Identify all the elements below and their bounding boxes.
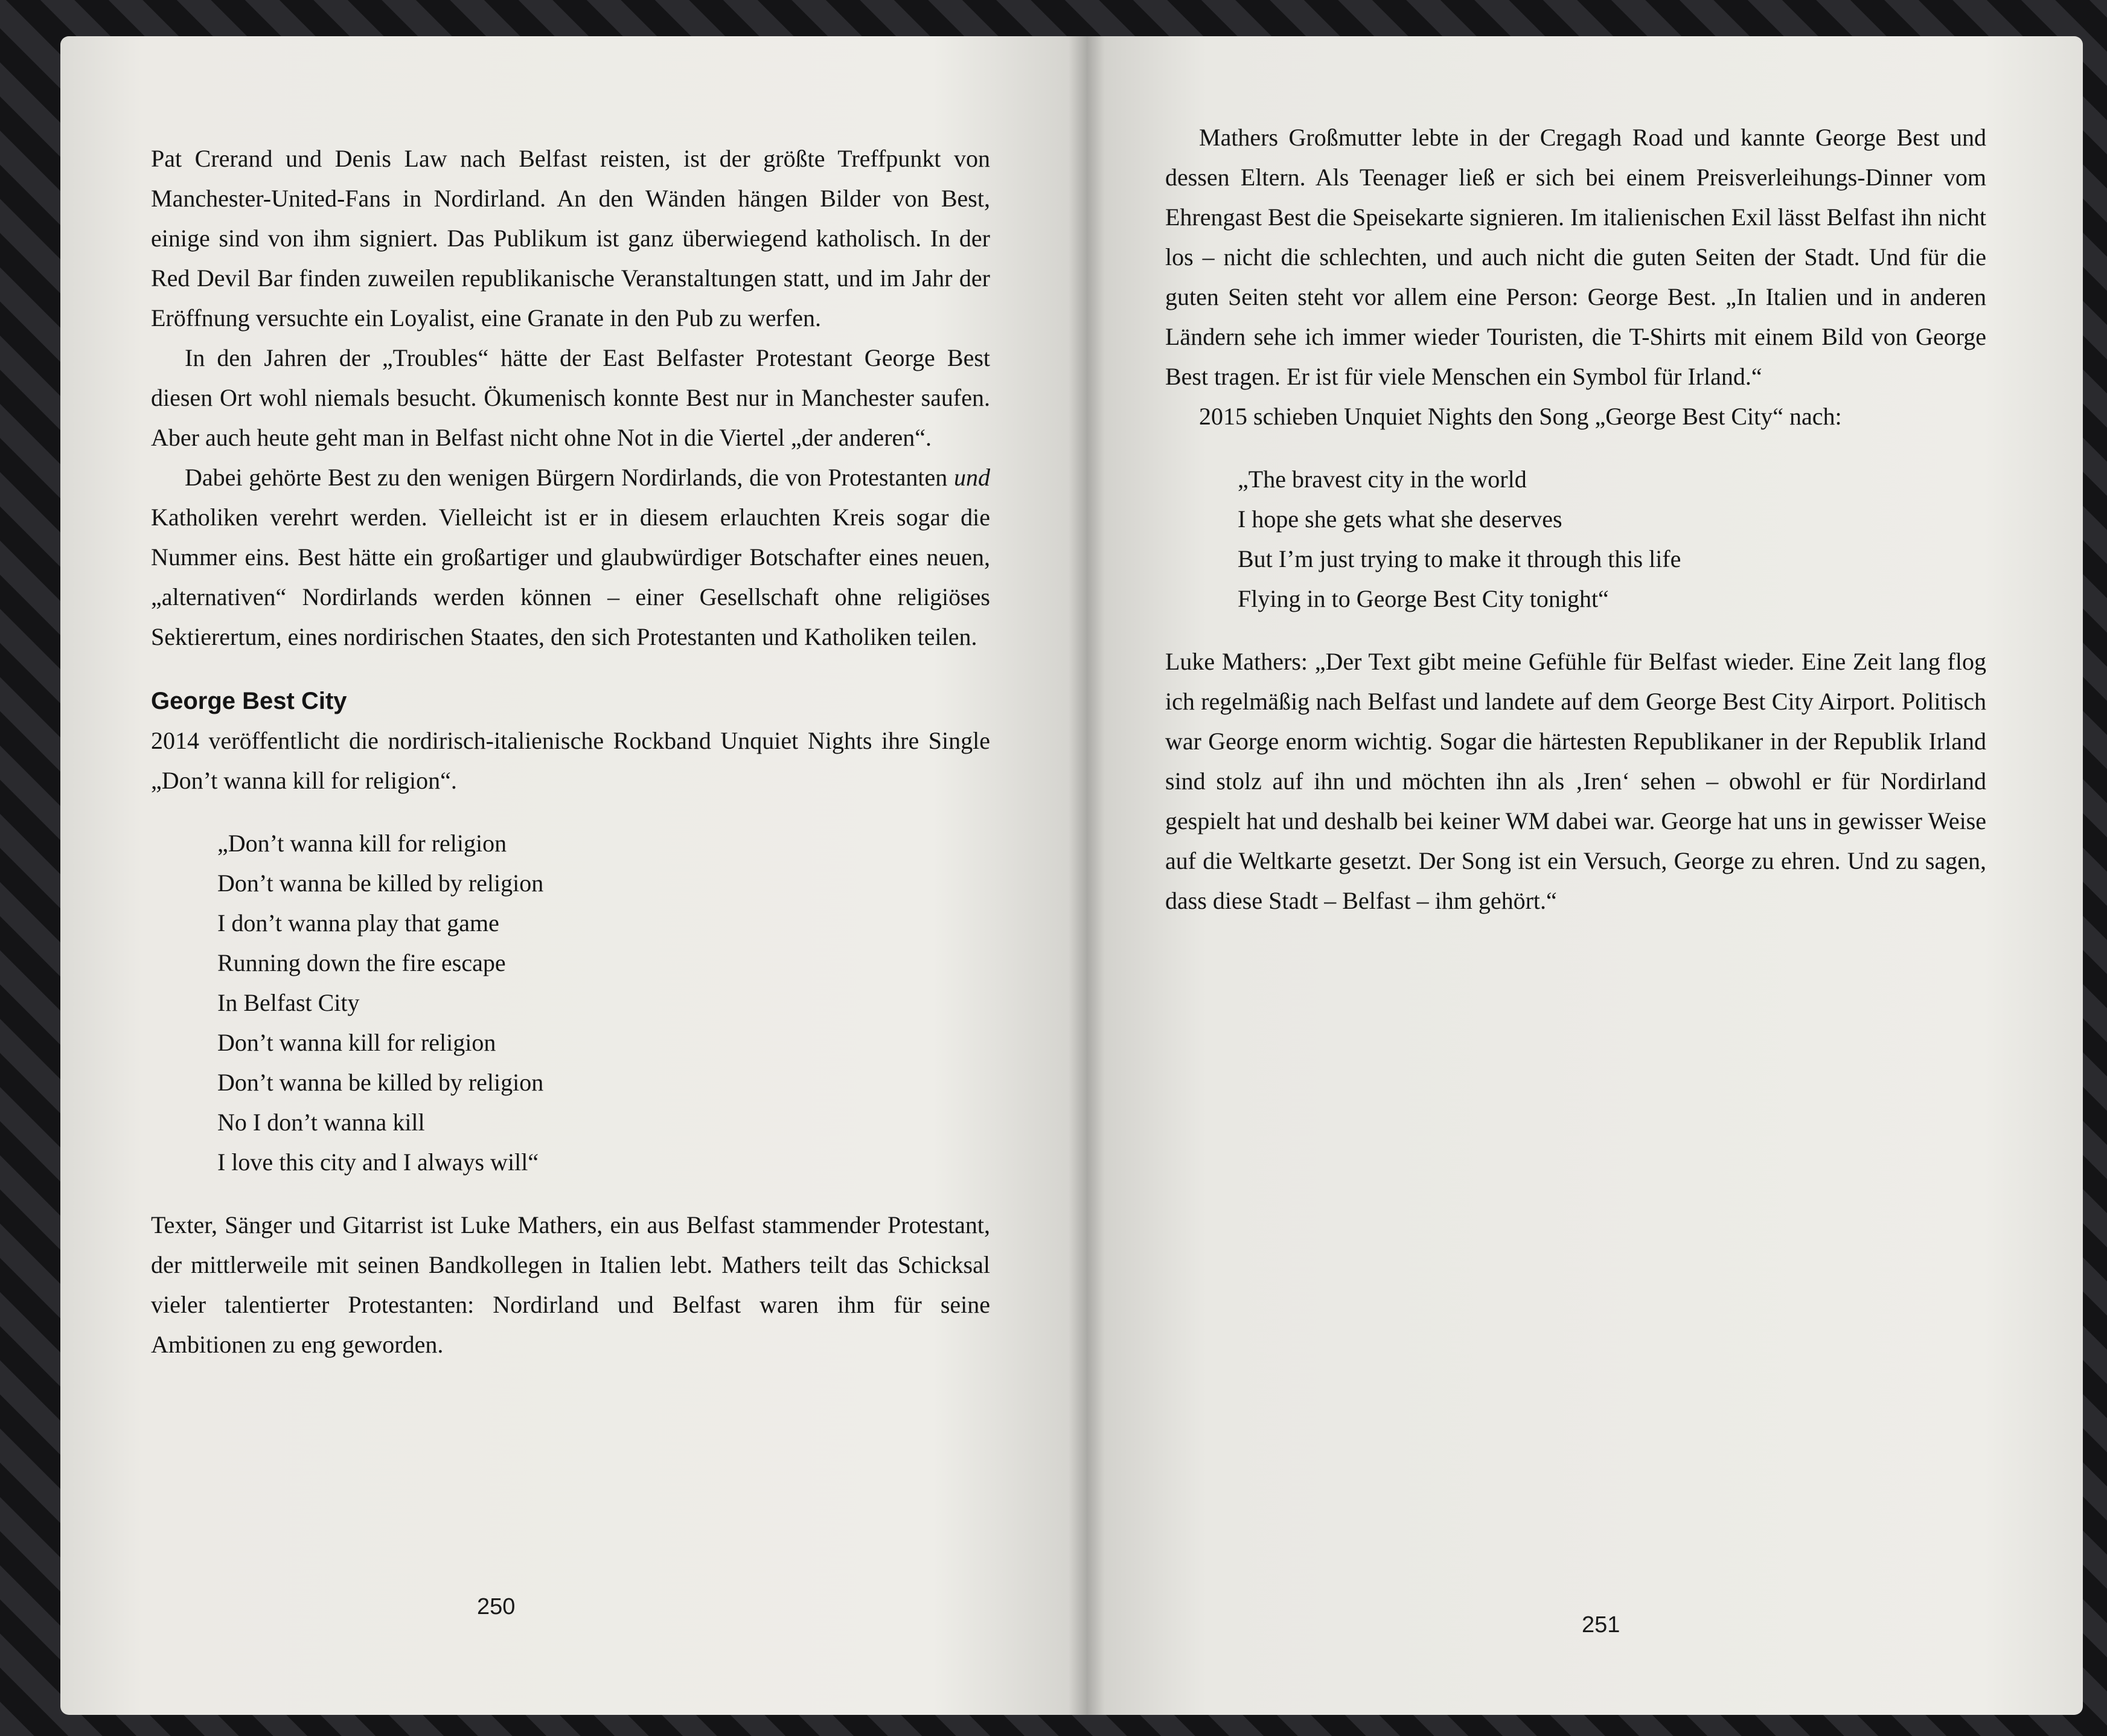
left-paragraph-3-part1: Dabei gehörte Best zu den wenigen Bürgern Nordirlands, die von Protestanten bbox=[185, 464, 954, 491]
section-heading: George Best City bbox=[151, 688, 347, 714]
left-page-text bbox=[151, 139, 990, 1365]
left-paragraph-2: In den Jahren der „Troubles“ hätte der East Belfaster Protestant George Best diesen Ort wohl niemals besucht. Ökumenisch konnte Best nur in Manchester saufen. Aber auch heute geht man in Belfast nicht ohne Not in die Viertel „der anderen“. bbox=[151, 344, 990, 451]
right-page bbox=[1087, 36, 2083, 1715]
right-paragraph-1: Mathers Großmutter lebte in der Cregagh Road und kannte George Best und dessen Eltern. Als Teenager ließ er sich bei einem Preisverleihungs-Dinner vom Ehrengast Best die Speisekarte signieren. Im italienischen Exil lässt Belfast ihn nicht los – nicht die schlechten, und auch nicht die guten Seiten der Stadt. Und für die guten Seiten steht vor allem eine Person: George Best. „In Italien und in anderen Ländern sehe ich immer wieder Touristen, die T-Shirts mit einem Bild von George Best tragen. Er ist für viele Menschen ein Symbol für Irland.“ bbox=[1165, 124, 1986, 390]
poem-line: No I don’t wanna kill bbox=[217, 1109, 425, 1136]
poem-line: Running down the fire escape bbox=[217, 949, 506, 976]
left-page bbox=[60, 36, 1087, 1715]
poem-line: „The bravest city in the world bbox=[1238, 466, 1527, 493]
poem-line: I hope she gets what she deserves bbox=[1238, 505, 1562, 533]
poem-line: „Don’t wanna kill for religion bbox=[217, 830, 507, 857]
left-paragraph-3-part2: Katholiken verehrt werden. Vielleicht ist er in diesem erlauchten Kreis sogar die Nummer eins. Best hätte ein großartiger und glaubwürdiger Botschafter eines neuen, „alternativen“ Nordirlands werden können – einer Gesellschaft ohne religiöses Sektierertum, eines nordirischen Staates, den sich Protestanten und Katholiken teilen. bbox=[151, 504, 990, 650]
poem-line: In Belfast City bbox=[217, 989, 360, 1016]
page-number-left: 250 bbox=[477, 1594, 516, 1619]
left-paragraph-3 bbox=[151, 458, 990, 657]
left-intro-paragraph: 2014 veröffentlicht die nordirisch-italienische Rockband Unquiet Nights ihre Single „Don’t wanna kill for religion“. bbox=[151, 727, 990, 794]
poem-line: Don’t wanna be killed by religion bbox=[217, 870, 544, 897]
right-closing-paragraph: Luke Mathers: „Der Text gibt meine Gefühle für Belfast wieder. Eine Zeit lang flog ich regelmäßig nach Belfast und landete auf dem George Best City Airport. Politisch war George enorm wichtig. Sogar die härtesten Republikaner in der Republik Irland sind stolz auf ihn und möchten ihn als ‚Iren‘ sehen – obwohl er für Nordirland gespielt hat und deshalb bei keiner WM dabei war. George hat uns in gewisser Weise auf die Weltkarte gesetzt. Der Song ist ein Versuch, George zu ehren. Und zu sagen, dass diese Stadt – Belfast – ihm gehört.“ bbox=[1165, 648, 1986, 914]
left-paragraph-3-italic: und bbox=[954, 464, 990, 491]
page-number-right: 251 bbox=[1582, 1612, 1620, 1638]
poem-line: But I’m just trying to make it through this life bbox=[1238, 545, 1681, 572]
poem-line: I don’t wanna play that game bbox=[217, 909, 499, 937]
left-paragraph-1: Pat Crerand und Denis Law nach Belfast reisten, ist der größte Treffpunkt von Manchester-United-Fans in Nordirland. An den Wänden hängen Bilder von Best, einige sind von ihm signiert. Das Publikum ist ganz überwiegend katholisch. In der Red Devil Bar finden zuweilen republikanische Veranstaltungen statt, und im Jahr der Eröffnung versuchte ein Loyalist, eine Granate in den Pub zu werfen. bbox=[151, 145, 990, 332]
poem-line: I love this city and I always will“ bbox=[217, 1148, 539, 1176]
book-gutter bbox=[1069, 36, 1105, 1715]
right-paragraph-2: 2015 schieben Unquiet Nights den Song „George Best City“ nach: bbox=[1199, 403, 1842, 430]
right-page-text bbox=[1165, 118, 1986, 921]
left-poem bbox=[217, 824, 990, 1182]
poem-line: Flying in to George Best City tonight“ bbox=[1238, 585, 1609, 612]
left-closing-paragraph: Texter, Sänger und Gitarrist ist Luke Mathers, ein aus Belfast stammender Protestant, der mittlerweile mit seinen Bandkollegen in Italien lebt. Mathers teilt das Schicksal vieler talentierter Protestanten: Nordirland und Belfast waren ihm für seine Ambitionen zu eng geworden. bbox=[151, 1211, 990, 1358]
poem-line: Don’t wanna be killed by religion bbox=[217, 1069, 544, 1096]
poem-line: Don’t wanna kill for religion bbox=[217, 1029, 496, 1056]
right-poem bbox=[1238, 460, 1986, 619]
